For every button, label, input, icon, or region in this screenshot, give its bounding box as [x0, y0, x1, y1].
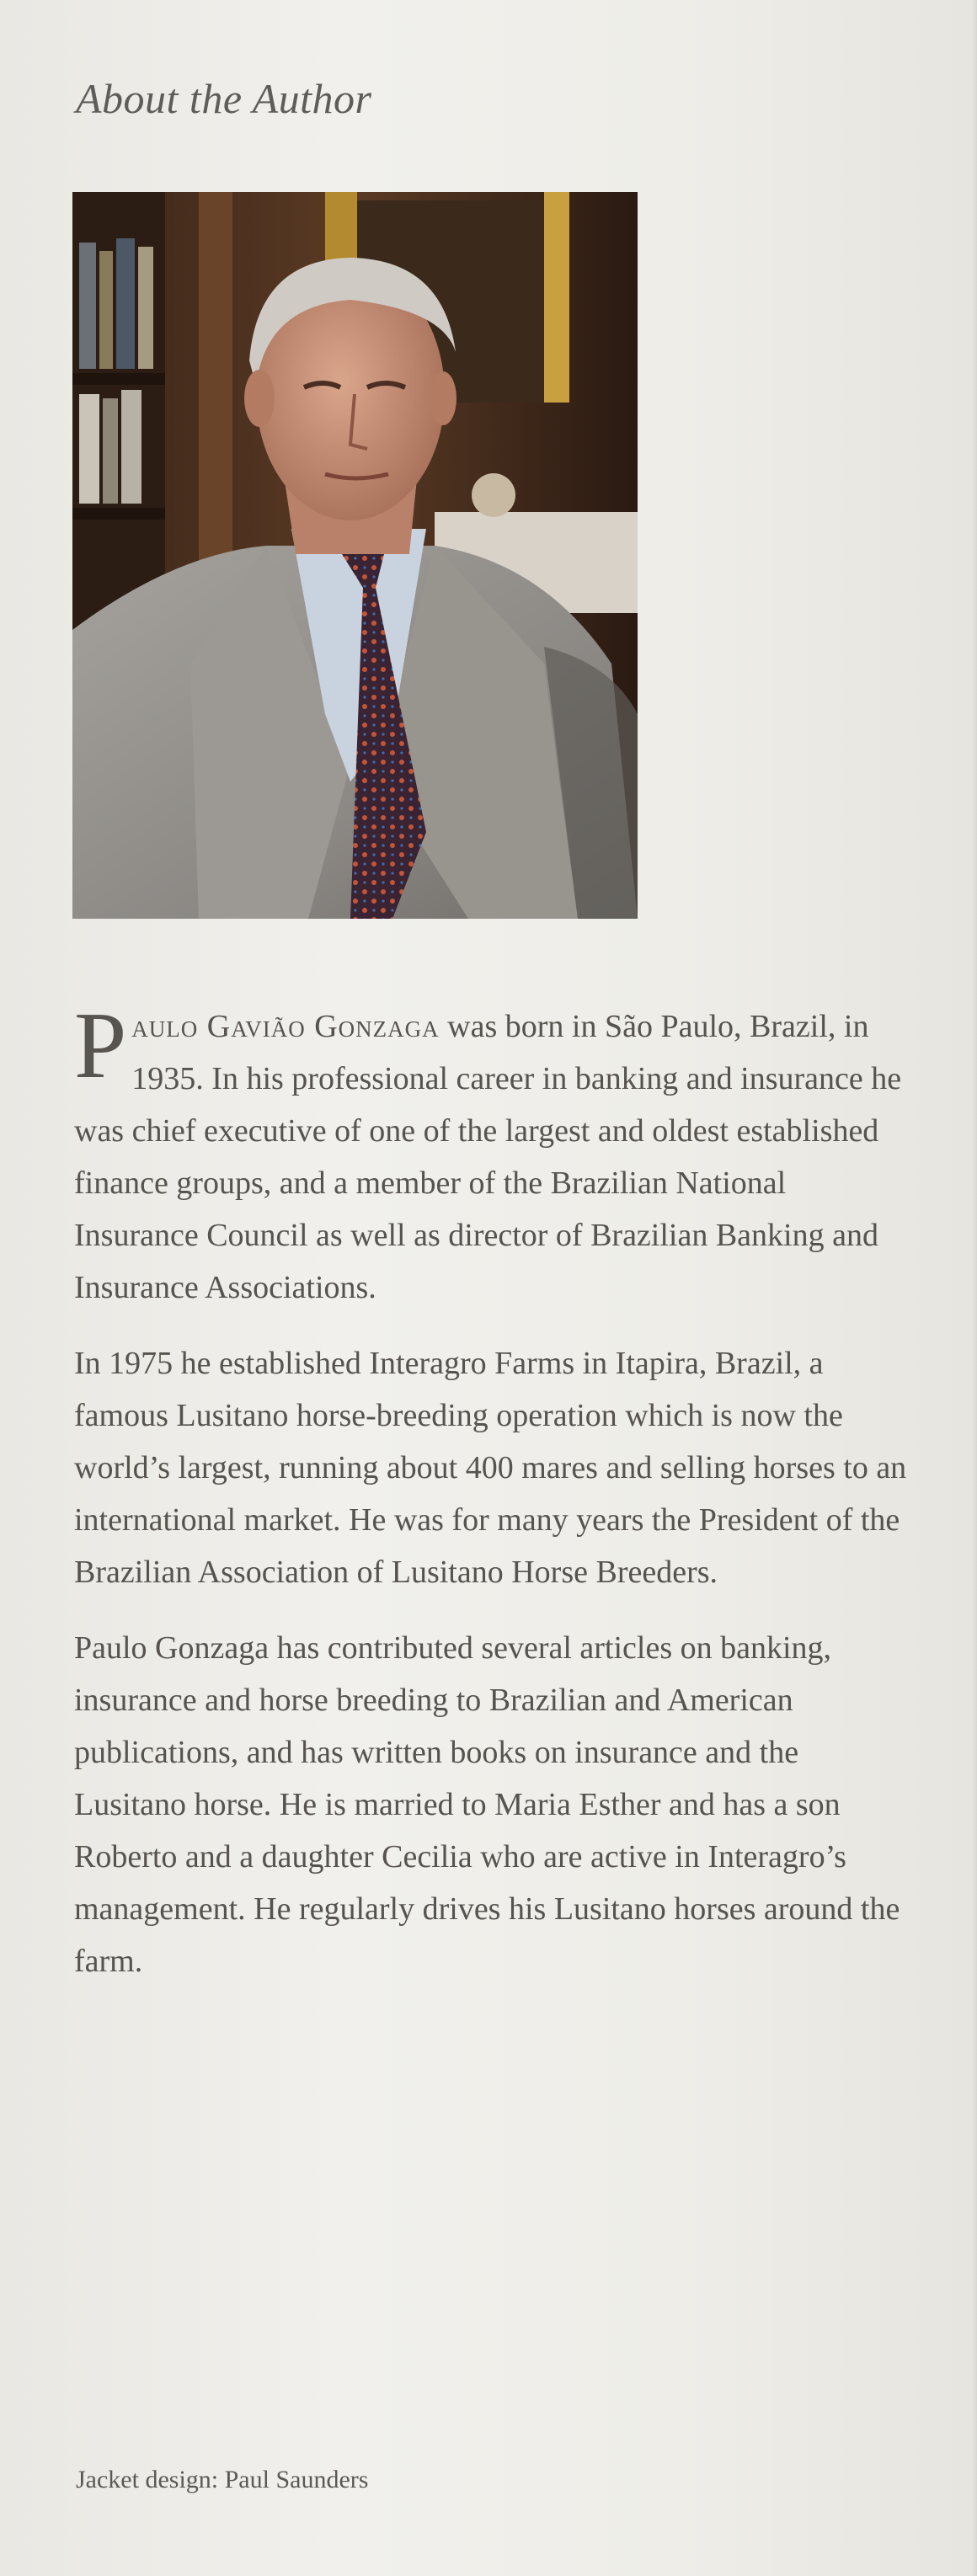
author-name: aulo Gavião Gonzaga	[131, 1009, 440, 1044]
jacket-design-credit: Jacket design: Paul Saunders	[76, 2466, 369, 2493]
author-portrait-photo	[72, 192, 638, 919]
bio-paragraph-2: In 1975 he established Interagro Farms in Itapira, Brazil, a famous Lusitano horse-breeding operation which is now the world’s largest, running about 400 mares and selling horses to an international market. He was for many years the President of the Brazilian Association of Lusitano Horse Breeders.	[74, 1346, 907, 1590]
bio-paragraph-1-text: was born in São Paulo, Brazil, in 1935. In his professional career in banking and insurance he was chief executive of one of the largest and oldest established finance groups, and a member of the Brazilian National Insurance Council as well as director of Brazilian Banking and Insurance Associations.	[74, 1009, 902, 1305]
page-title: About the Author	[76, 75, 372, 122]
bio-paragraph-3: Paulo Gonzaga has contributed several articles on banking, insurance and horse breeding to Brazilian and American publications, and has written books on insurance and the Lusitano horse. He is married to Maria Esther and has a son Roberto and a daughter Cecilia who are active in Interagro’s management. He regularly drives his Lusitano horses around the farm.	[74, 1630, 900, 1979]
author-biography	[74, 994, 908, 2011]
bio-paragraph-1	[74, 994, 908, 1314]
drop-cap: P	[74, 994, 127, 1098]
author-portrait-illustration	[72, 192, 638, 919]
